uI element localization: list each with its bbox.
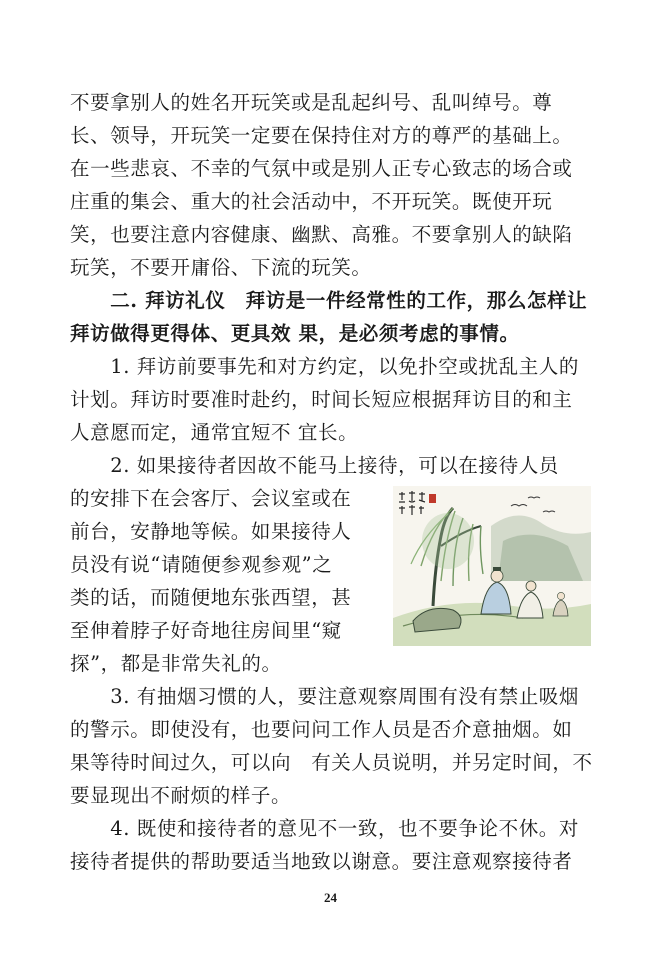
page-number: 24 <box>324 890 337 905</box>
item-3-line: 的警示。即使没有，也要问问工作人员是否介意抽烟。如 <box>70 718 573 741</box>
item-2-line: 探”，都是非常失礼的。 <box>70 652 282 675</box>
paragraph-line: 庄重的集会、重大的社会活动中，不开玩笑。既使开玩 <box>70 190 553 213</box>
item-4-line: 接待者提供的帮助要适当地致以谢意。要注意观察接待者 <box>70 850 573 873</box>
section-heading-line: 拜访做得更得体、更具效 果，是必须考虑的事情。 <box>70 322 520 345</box>
item-1-line: 人意愿而定，通常宜短不 宜长。 <box>70 421 359 444</box>
item-3-line: 3. 有抽烟习惯的人，要注意观察周围有没有禁止吸烟 <box>70 685 580 708</box>
item-2-line: 至伸着脖子好奇地往房间里“窥 <box>70 619 342 642</box>
item-3-line: 要显现出不耐烦的样子。 <box>70 784 292 807</box>
item-2-line: 前台，安静地等候。如果接待人 <box>70 520 352 543</box>
section-heading-line: 二. 拜访礼仪 拜访是一件经常性的工作，那么怎样让 <box>70 289 588 312</box>
item-2-line: 员没有说“请随便参观参观”之 <box>70 553 333 576</box>
paragraph-line: 玩笑，不要开庸俗、下流的玩笑。 <box>70 256 372 279</box>
paragraph-line: 笑，也要注意内容健康、幽默、高雅。不要拿别人的缺陷 <box>70 223 573 246</box>
item-2-line: 的安排下在会客厅、会议室或在 <box>70 487 352 510</box>
paragraph-line: 长、领导，开玩笑一定要在保持住对方的尊严的基础上。 <box>70 124 573 147</box>
item-2-line: 类的话，而随便地东张西望，甚 <box>70 586 352 609</box>
item-3-line: 果等待时间过久，可以向 有关人员说明，并另定时间，不 <box>70 751 593 774</box>
ink-painting-illustration <box>393 486 591 646</box>
item-1-line: 计划。拜访时要准时赴约，时间长短应根据拜访目的和主 <box>70 388 573 411</box>
item-1-line: 1. 拜访前要事先和对方约定，以免扑空或扰乱主人的 <box>70 355 580 378</box>
paragraph-line: 在一些悲哀、不幸的气氛中或是别人正专心致志的场合或 <box>70 157 573 180</box>
item-2-line: 2. 如果接待者因故不能马上接待，可以在接待人员 <box>70 454 559 477</box>
item-4-line: 4. 既使和接待者的意见不一致，也不要争论不休。对 <box>70 817 580 840</box>
paragraph-line: 不要拿别人的姓名开玩笑或是乱起纠号、乱叫绰号。尊 <box>70 91 553 114</box>
